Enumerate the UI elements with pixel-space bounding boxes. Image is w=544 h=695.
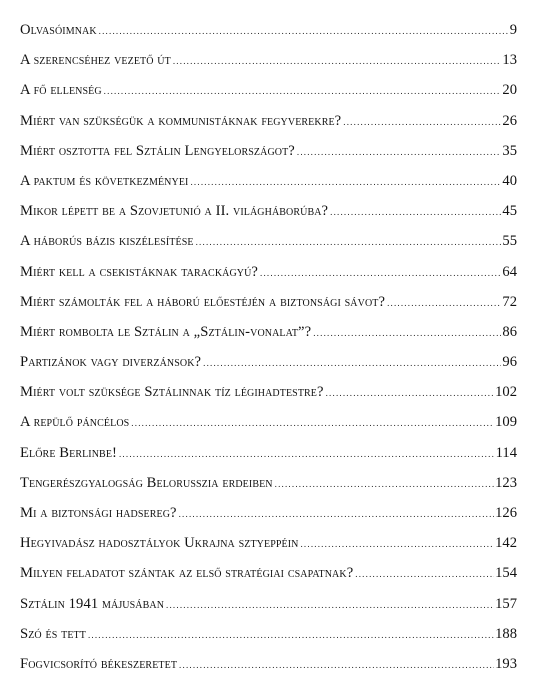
dot-leader <box>203 354 501 372</box>
dot-leader <box>196 233 502 251</box>
toc-entry-title: Miért van szükségük a kommunistáknak fegyverekre? <box>20 112 342 129</box>
dot-leader <box>99 22 509 40</box>
toc-entry-title: A repülő páncélos <box>20 414 130 431</box>
toc-entry <box>20 142 517 172</box>
toc-entry-page: 102 <box>495 384 517 401</box>
toc-entry-title: A paktum és következményei <box>20 172 189 189</box>
toc-entry-title: A szerencséhez vezető út <box>20 52 171 69</box>
dot-leader <box>275 475 494 493</box>
dot-leader <box>300 535 494 553</box>
toc-entry-page: 20 <box>502 82 517 99</box>
toc-entry-title: Tengerészgyalogság Belorusszia erdeiben <box>20 474 273 491</box>
toc-entry-page: 26 <box>502 112 517 129</box>
toc-entry-page: 126 <box>495 505 517 521</box>
toc-entry-page: 193 <box>495 655 517 672</box>
toc-entry <box>20 655 517 685</box>
toc-entry-title: Előre Berlinbe! <box>20 444 117 461</box>
toc-entry-page: 55 <box>502 233 517 250</box>
toc-entry-page: 114 <box>495 444 517 461</box>
toc-entry <box>20 595 517 625</box>
toc-entry-page: 86 <box>502 323 517 340</box>
dot-leader <box>190 173 501 191</box>
dot-leader <box>131 414 494 432</box>
toc-entry <box>20 51 517 81</box>
toc-entry-title: Hegyivadász hadosztályok Ukrajna sztyeppéin <box>20 535 299 552</box>
toc-entry-page: 123 <box>495 474 517 491</box>
toc-entry <box>20 21 517 51</box>
toc-entry <box>20 263 517 293</box>
toc-entry-page: 9 <box>509 22 517 38</box>
toc-entry-title: Miért osztotta fel Sztálin Lengyelországot? <box>20 142 295 159</box>
toc-entry <box>20 81 517 111</box>
toc-entry-page: 142 <box>495 535 517 552</box>
dot-leader <box>260 264 501 282</box>
toc-entry-page: 154 <box>495 565 517 582</box>
toc-entry <box>20 353 517 383</box>
dot-leader <box>330 203 501 221</box>
toc-entry-title: A fő ellenség <box>20 82 102 99</box>
toc-entry-page: 45 <box>502 203 517 220</box>
dot-leader <box>88 626 494 644</box>
toc-entry-page: 40 <box>502 172 517 189</box>
toc-entry-title: Szó és tett <box>20 625 86 642</box>
toc-entry-title: Milyen feladatot szántak az első stratégiai csapatnak? <box>20 565 354 582</box>
toc-entry-title: Partizánok vagy diverzánsok? <box>20 354 202 371</box>
dot-leader <box>119 445 495 463</box>
toc-entry <box>20 323 517 353</box>
toc-entry <box>20 112 517 142</box>
toc-entry <box>20 413 517 443</box>
toc-entry <box>20 172 517 202</box>
toc-entry-title: Miért számolták fel a háború előestéjén a biztonsági sávot? <box>20 293 386 310</box>
dot-leader <box>166 596 494 614</box>
dot-leader <box>313 324 501 342</box>
toc-entry-page: 109 <box>495 414 517 431</box>
toc-entry <box>20 504 517 534</box>
toc-entry-page: 157 <box>495 595 517 612</box>
table-of-contents <box>20 21 517 685</box>
toc-entry-title: Fogvicsorító békeszeretet <box>20 655 178 672</box>
toc-entry <box>20 564 517 594</box>
toc-entry-title: A háborús bázis kiszélesítése <box>20 233 194 250</box>
toc-entry-title: Mi a biztonsági hadsereg? <box>20 505 177 521</box>
dot-leader <box>179 656 494 674</box>
toc-entry-title: Sztálin 1941 májusában <box>20 595 165 612</box>
toc-entry-title: Miért volt szüksége Sztálinnak tíz légihadtestre? <box>20 384 324 401</box>
toc-entry-page: 96 <box>502 354 517 371</box>
dot-leader <box>355 565 494 583</box>
toc-entry <box>20 383 517 413</box>
toc-entry-title: Miért kell a csekistáknak tarackágyú? <box>20 263 259 280</box>
dot-leader <box>387 294 501 312</box>
toc-entry-page: 13 <box>502 52 517 69</box>
toc-entry-title: Miért rombolta le Sztálin a „Sztálin-vonalat”? <box>20 323 312 340</box>
toc-entry-page: 64 <box>502 263 517 280</box>
toc-entry <box>20 625 517 655</box>
dot-leader <box>343 113 501 131</box>
dot-leader <box>104 82 502 100</box>
toc-entry <box>20 202 517 232</box>
toc-entry-title: Olvasóimnak <box>20 22 97 38</box>
dot-leader <box>179 505 495 523</box>
toc-entry-page: 35 <box>502 142 517 159</box>
dot-leader <box>297 143 502 161</box>
toc-entry-page: 188 <box>495 625 517 642</box>
toc-entry-page: 72 <box>502 293 517 310</box>
toc-entry <box>20 444 517 474</box>
dot-leader <box>326 384 495 402</box>
toc-entry <box>20 474 517 504</box>
toc-entry-title: Mikor lépett be a Szovjetunió a II. világháborúba? <box>20 203 329 220</box>
dot-leader <box>173 52 502 70</box>
toc-entry <box>20 232 517 262</box>
toc-entry <box>20 293 517 323</box>
toc-entry <box>20 534 517 564</box>
